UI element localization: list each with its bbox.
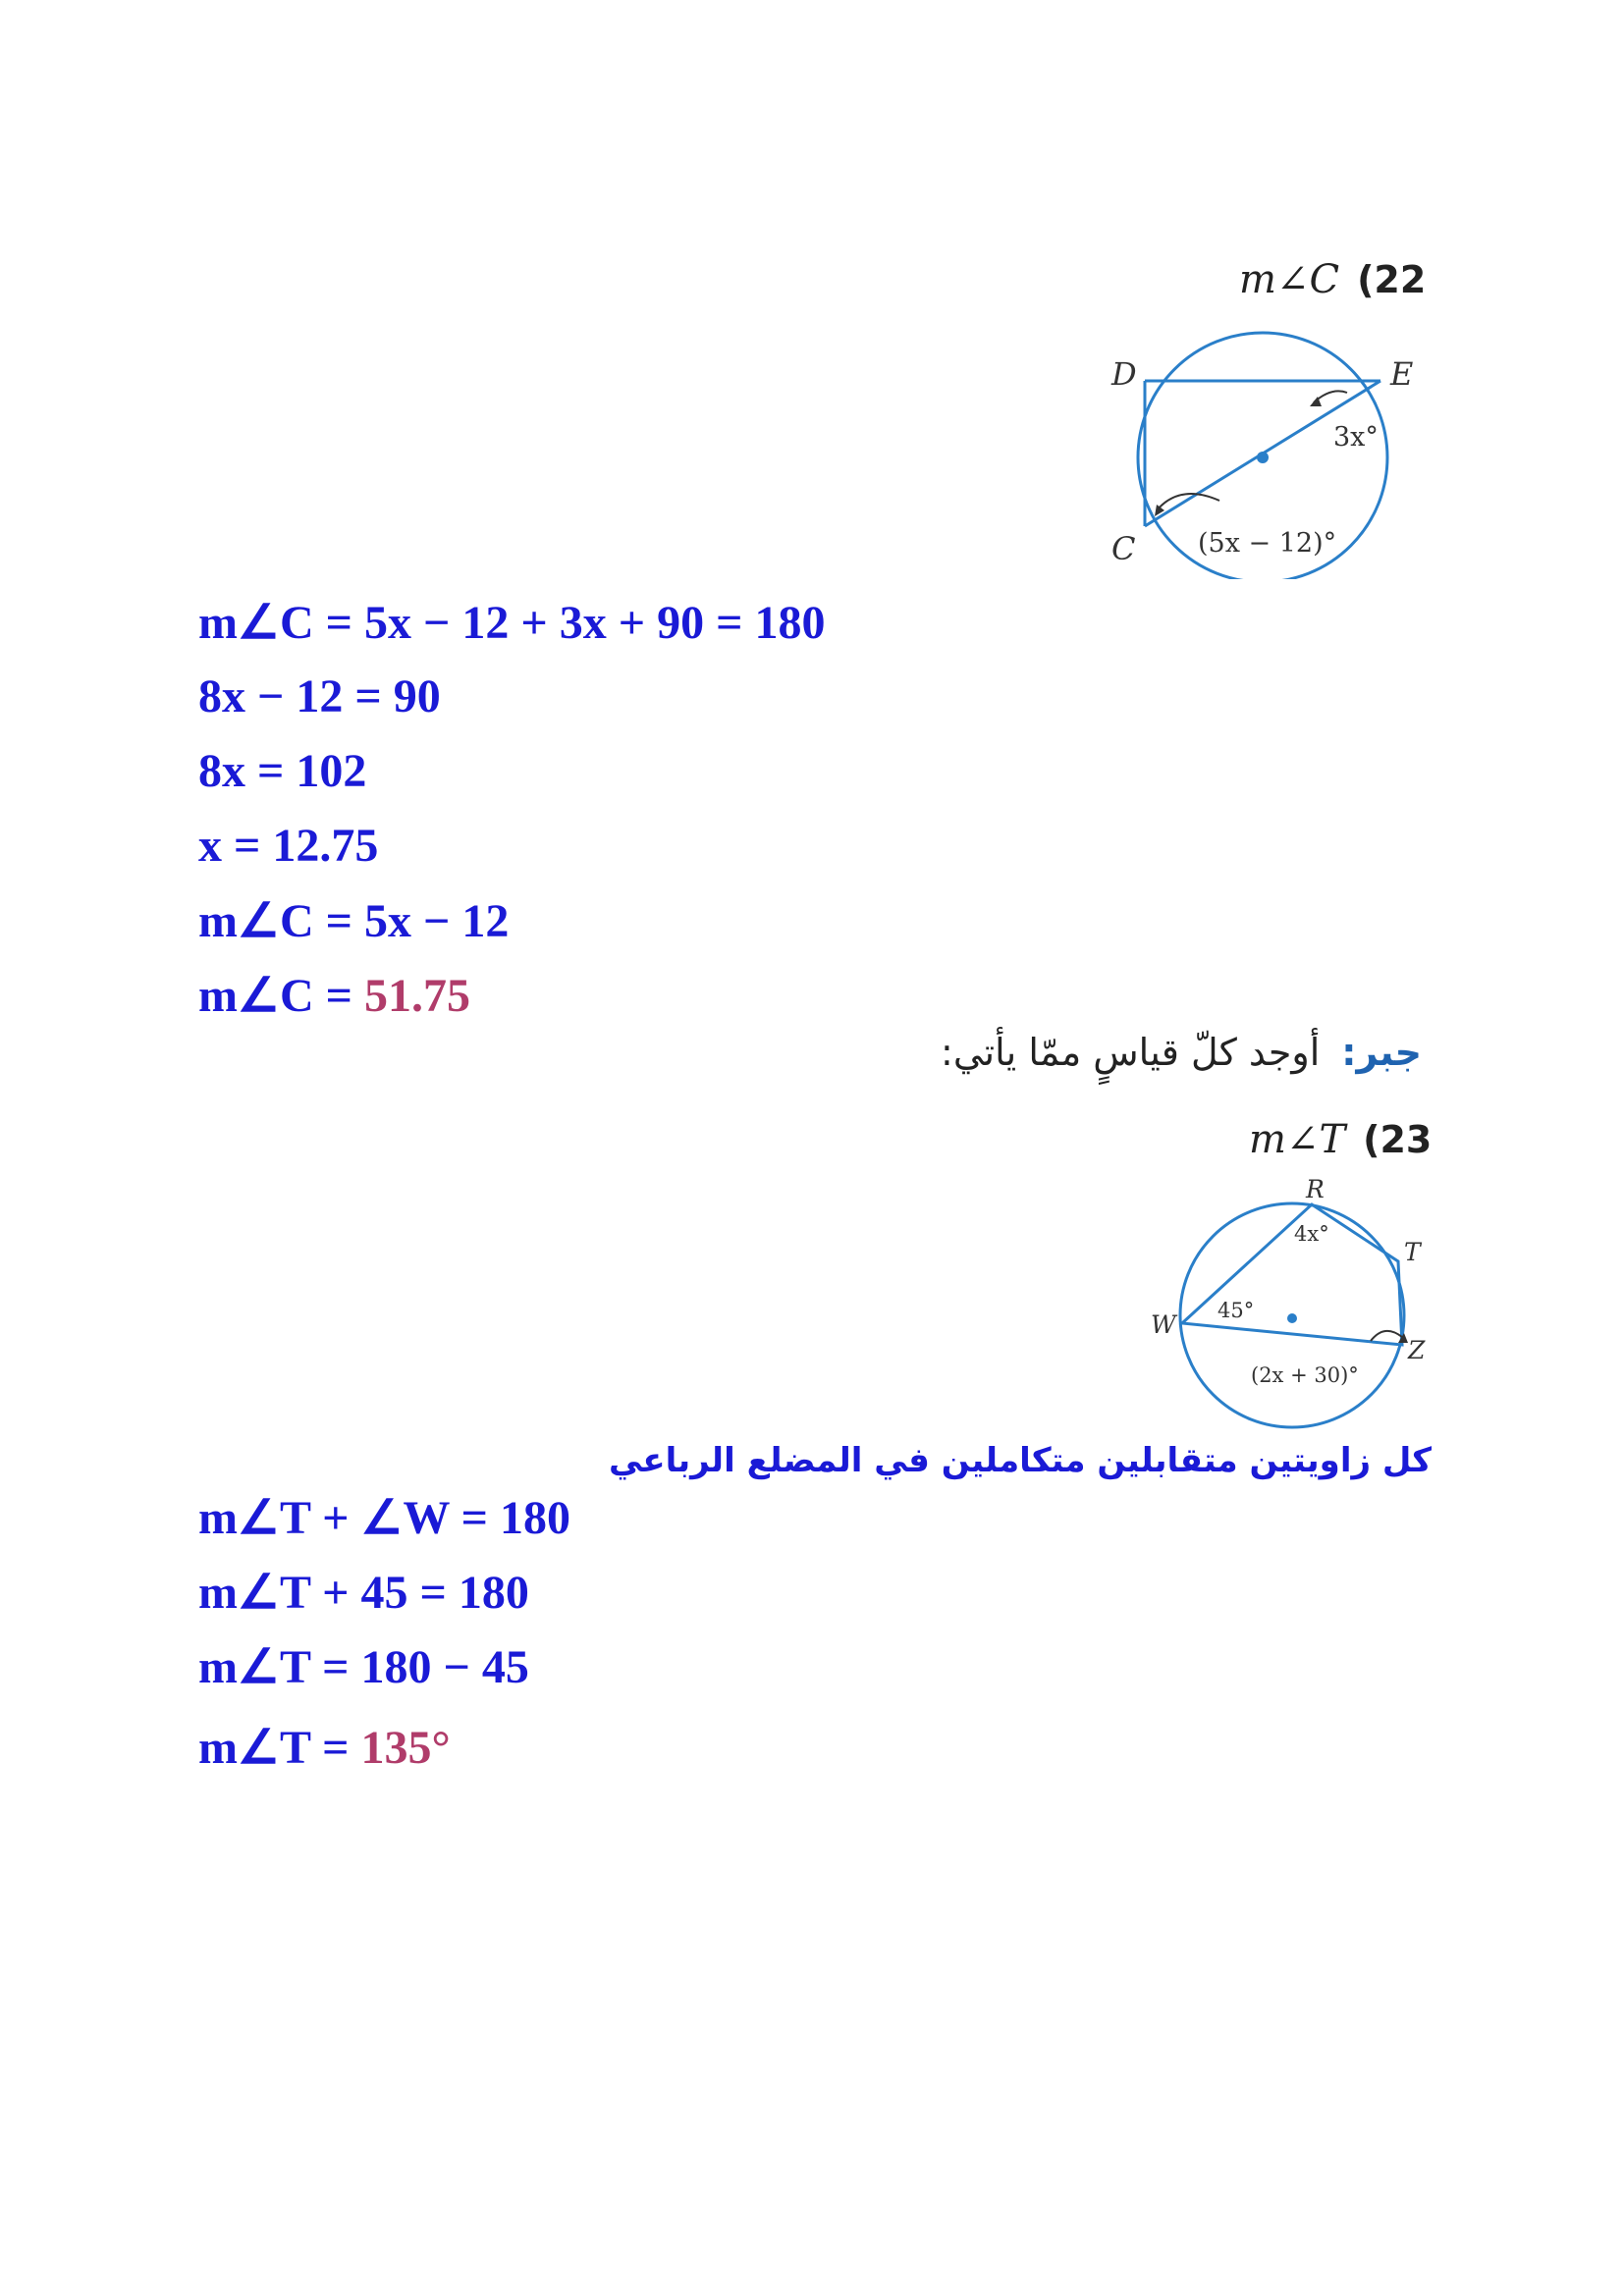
problem-22-expression: m∠C [1239, 257, 1340, 302]
vertex-label-r: R [1306, 1178, 1325, 1203]
problem-22-number: (22 [1357, 258, 1427, 301]
step-22-1-text: m∠C = 5x − 12 + 3x + 90 = 180 [198, 597, 826, 649]
step-23-2 [198, 1565, 529, 1620]
angle-label-c: (5x − 12)° [1198, 528, 1337, 559]
step-23-3 [198, 1639, 529, 1694]
step-22-4 [198, 819, 378, 873]
vertex-label-c: C [1111, 530, 1136, 567]
section-tag: جبر: [1341, 1031, 1422, 1074]
step-22-2 [198, 669, 441, 723]
section-heading [941, 1031, 1422, 1074]
problem-23-number: (23 [1363, 1118, 1433, 1161]
angle-label-e: 3x° [1333, 422, 1379, 453]
step-23-2-text: m∠T + 45 = 180 [198, 1567, 529, 1619]
arc-marker-z [1371, 1331, 1402, 1341]
angle-label-w: 45° [1217, 1299, 1255, 1322]
problem-23-label [1249, 1117, 1432, 1162]
property-note: كل زاويتين متقابلين متكاملين في المضلع الرباعي [609, 1441, 1432, 1480]
step-23-4 [198, 1720, 451, 1775]
step-23-3-text: m∠T = 180 − 45 [198, 1641, 529, 1693]
vertex-label-d: D [1111, 355, 1137, 393]
vertex-label-w: W [1151, 1310, 1176, 1339]
vertex-label-z: Z [1408, 1336, 1426, 1364]
step-23-1-text: m∠T + ∠W = 180 [198, 1492, 571, 1544]
vertex-label-e: E [1390, 355, 1414, 393]
problem-23-expression: m∠T [1249, 1117, 1346, 1162]
step-22-1 [198, 595, 825, 650]
step-22-6-text: m∠C = [198, 970, 365, 1022]
step-22-5 [198, 893, 509, 948]
arc-marker-c [1157, 494, 1219, 510]
problem-22-label [1239, 257, 1426, 302]
step-22-2-text: 8x − 12 = 90 [198, 670, 441, 722]
step-23-1 [198, 1490, 570, 1545]
center-point-23 [1287, 1313, 1297, 1323]
circle-diagram-22 [1100, 324, 1424, 579]
section-instruction: أوجد كلّ قياسٍ ممّا يأتي: [941, 1031, 1321, 1074]
center-point-22 [1257, 452, 1269, 463]
step-22-6 [198, 968, 470, 1023]
step-22-3 [198, 744, 366, 798]
angle-label-r: 4x° [1294, 1222, 1329, 1246]
step-22-4-text: x = 12.75 [198, 820, 379, 872]
step-22-5-text: m∠C = 5x − 12 [198, 895, 510, 947]
answer-22: 51.75 [364, 970, 471, 1022]
vertex-label-t: T [1404, 1238, 1421, 1266]
step-22-3-text: 8x = 102 [198, 745, 367, 797]
step-23-4-text: m∠T = [198, 1722, 361, 1774]
angle-label-z: (2x + 30)° [1251, 1363, 1359, 1387]
circle-diagram-23 [1139, 1178, 1453, 1433]
quadrilateral-rtzw [1182, 1204, 1402, 1345]
answer-23: 135° [360, 1722, 451, 1774]
